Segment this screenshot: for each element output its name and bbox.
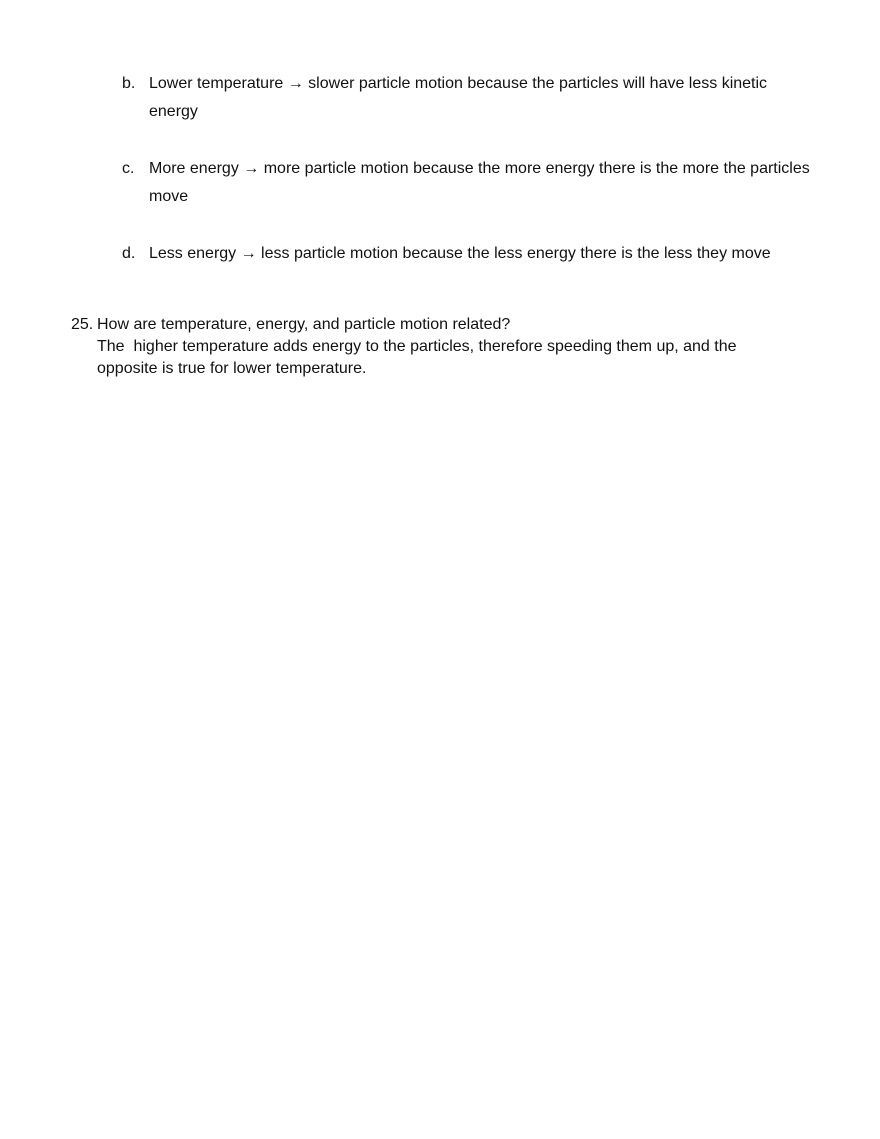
- list-item-text: Less energy → less particle motion because the less energy there is the less they move: [149, 245, 771, 262]
- question-answer: The higher temperature adds energy to the particles, therefore speeding them up, and the opposite is true for lower temperature.: [97, 338, 741, 377]
- question-text: How are temperature, energy, and particle motion related?: [97, 316, 511, 333]
- list-item-letter: c.: [122, 160, 135, 177]
- list-item: [122, 70, 812, 126]
- list-item-text: Lower temperature → slower particle motion because the particles will have less kinetic energy: [149, 75, 768, 120]
- list-item-letter: d.: [122, 245, 136, 262]
- question-25: [71, 314, 801, 380]
- answer-sub-list: [122, 70, 812, 268]
- list-item: [122, 240, 812, 268]
- list-item: [122, 155, 812, 211]
- question-row: [71, 314, 801, 336]
- list-item-letter: b.: [122, 75, 136, 92]
- list-item-text: More energy → more particle motion because the more energy there is the more the particles move: [149, 160, 810, 205]
- question-number: 25.: [71, 316, 94, 333]
